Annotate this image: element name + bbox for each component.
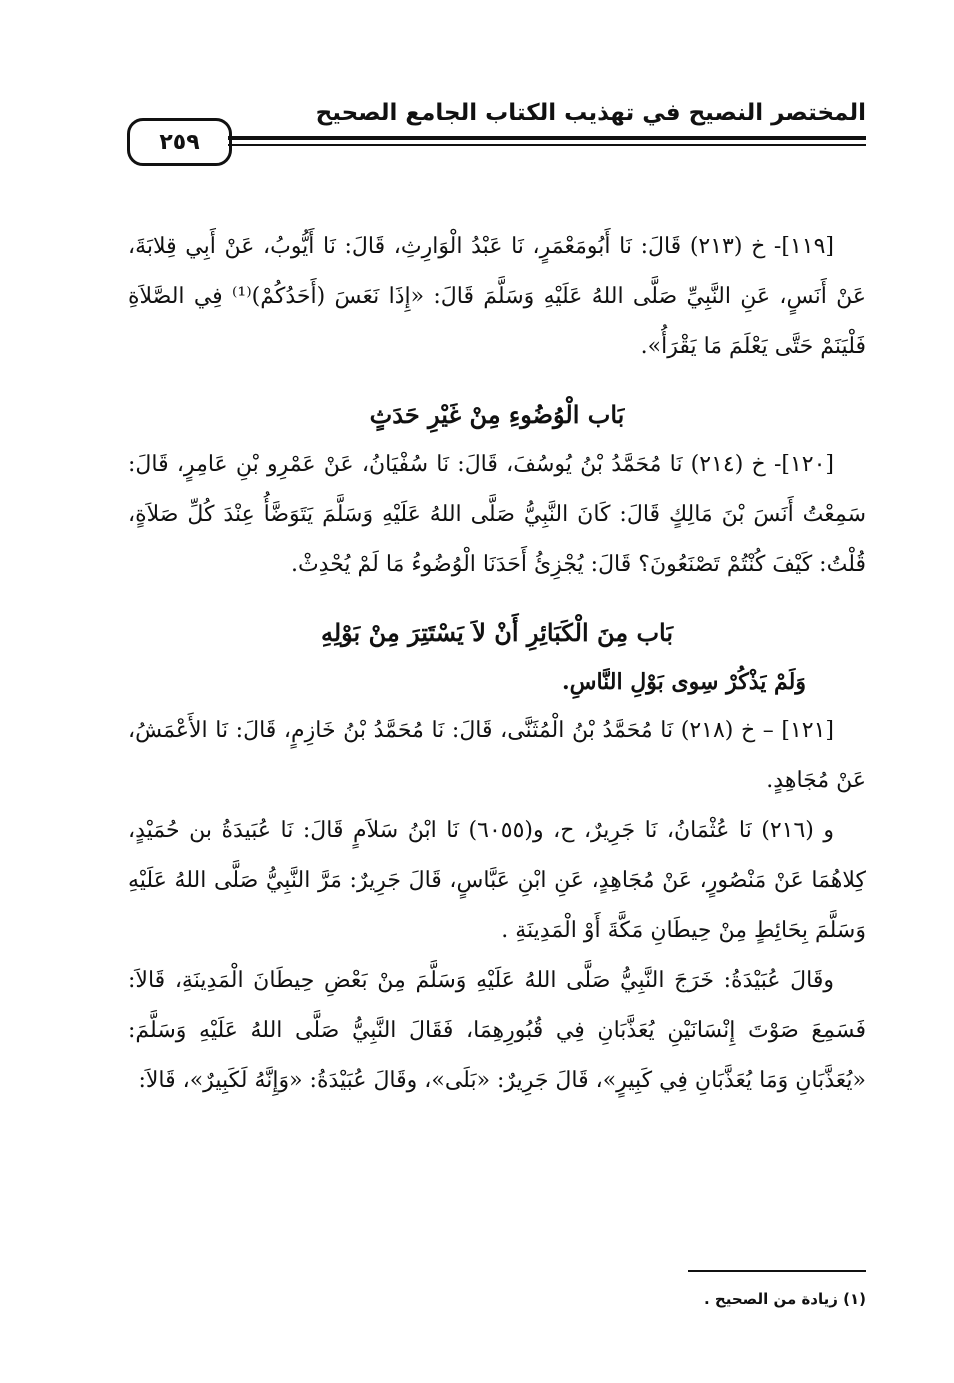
book-title: المختصر النصيح في تهذيب الكتاب الجامع الصحيح: [315, 100, 866, 126]
footnote-rule: [688, 1270, 866, 1272]
chapter-heading: بَاب مِنَ الْكَبَائِرِ أَنْ لاَ يَسْتَتِرَ مِنْ بَوْلِهِ: [320, 618, 674, 647]
paragraph-121: [١٢١] – خ (٢١٨) نَا مُحَمَّدُ بْنُ الْمُثَنَّى، قَالَ: نَا مُحَمَّدُ بْنُ خَازِمٍ، قَالَ: نَا الأَعْمَشُ، عَنْ مُجَاهِدٍ.: [128, 718, 866, 793]
paragraph-121-continuation: وقَالَ عُبَيْدَةُ: خَرَجَ النَّبِيُّ صَلَّى اللهُ عَلَيْهِ وَسَلَّمَ مِنْ بَعْضِ حِيطَانَ الْمَدِينَةِ، قَالاَ: فَسَمِعَ صَوْتَ إِنْسَانَيْنِ يُعَذَّبَانِ فِي قُبُورِهِمَا، فَقَالَ النَّبِيُّ صَلَّى اللهُ عَلَيْهِ وَسَلَّمَ: «يُعَذَّبَانِ وَمَا يُعَذَّبَانِ فِي كَبِيرٍ»، قَالَ جَرِيرٌ: «بَلَى»، وقَالَ عُبَيْدَةُ: «وَإِنَّهُ لَكَبِيرٌ»، قَالاَ:: [128, 968, 866, 1093]
main-text: [128, 222, 866, 1106]
paragraph-120: [١٢٠]- خ (٢١٤) نَا مُحَمَّدُ بْنُ يُوسُفَ، قَالَ: نَا سُفْيَانُ، عَنْ عَمْرِو بْنِ عَامِرٍ، قَالَ: سَمِعْتُ أَنَسَ بْنَ مَالِكٍ قَالَ: كَانَ النَّبِيُّ صَلَّى اللهُ عَلَيْهِ وَسَلَّمَ يَتَوَضَّأُ عِنْدَ كُلِّ صَلاَةٍ، قُلْتُ: كَيْفَ كُنْتُمْ تَصْنَعُونَ؟ قَالَ: يُجْزِئُ أَحَدَنَا الْوُضُوءُ مَا لَمْ يُحْدِثْ.: [128, 452, 866, 577]
footnote: (١) زيادة من الصحيح .: [704, 1290, 866, 1308]
header-rule-thin: [228, 144, 866, 146]
paragraph-119: [١١٩]- خ (٢١٣) قَالَ: نَا أَبُومَعْمَرٍ، نَا عَبْدُ الْوَارِثِ، قَالَ: نَا أَيُّوبُ، عَنْ أَبِي قِلابَةَ، عَنْ أَنَسٍ، عَنِ النَّبِيِّ صَلَّى اللهُ عَلَيْهِ وَسَلَّمَ قَالَ: «إِذَا نَعَسَ (أَحَدُكُمْ)⁽¹⁾ فِي الصَّلاَةِ فَلْيَنَمْ حَتَّى يَعْلَمَ مَا يَقْرَأُ».: [128, 234, 866, 359]
chapter-subheading: وَلَمْ يَذْكُرْ سِوى بَوْلِ النَّاسِ.: [561, 669, 806, 695]
chapter-heading: بَاب الْوُضُوءِ مِنْ غَيْرِ حَدَثٍ: [369, 400, 625, 429]
header-rule: [228, 136, 866, 140]
page-number: ٢٥٩: [127, 118, 232, 166]
paragraph-121-second-chain: و (٢١٦) نَا عُثْمَانُ، نَا جَرِيرٌ، ح، و(٦٠٥٥) نَا ابْنُ سَلاَمٍ قَالَ: نَا عُبَيدَةُ بن حُمَيْدٍ، كِلاهُمَا عَنْ مَنْصُورٍ، عَنْ مُجَاهِدٍ، عَنِ ابْنِ عَبَّاسٍ، قَالَ جَرِيرٌ: مَرَّ النَّبِيُّ صَلَّى اللهُ عَلَيْهِ وَسَلَّمَ بِحَائِطٍ مِنْ حِيطَانِ مَكَّةَ أَوْ الْمَدِينَةِ .: [128, 818, 867, 943]
